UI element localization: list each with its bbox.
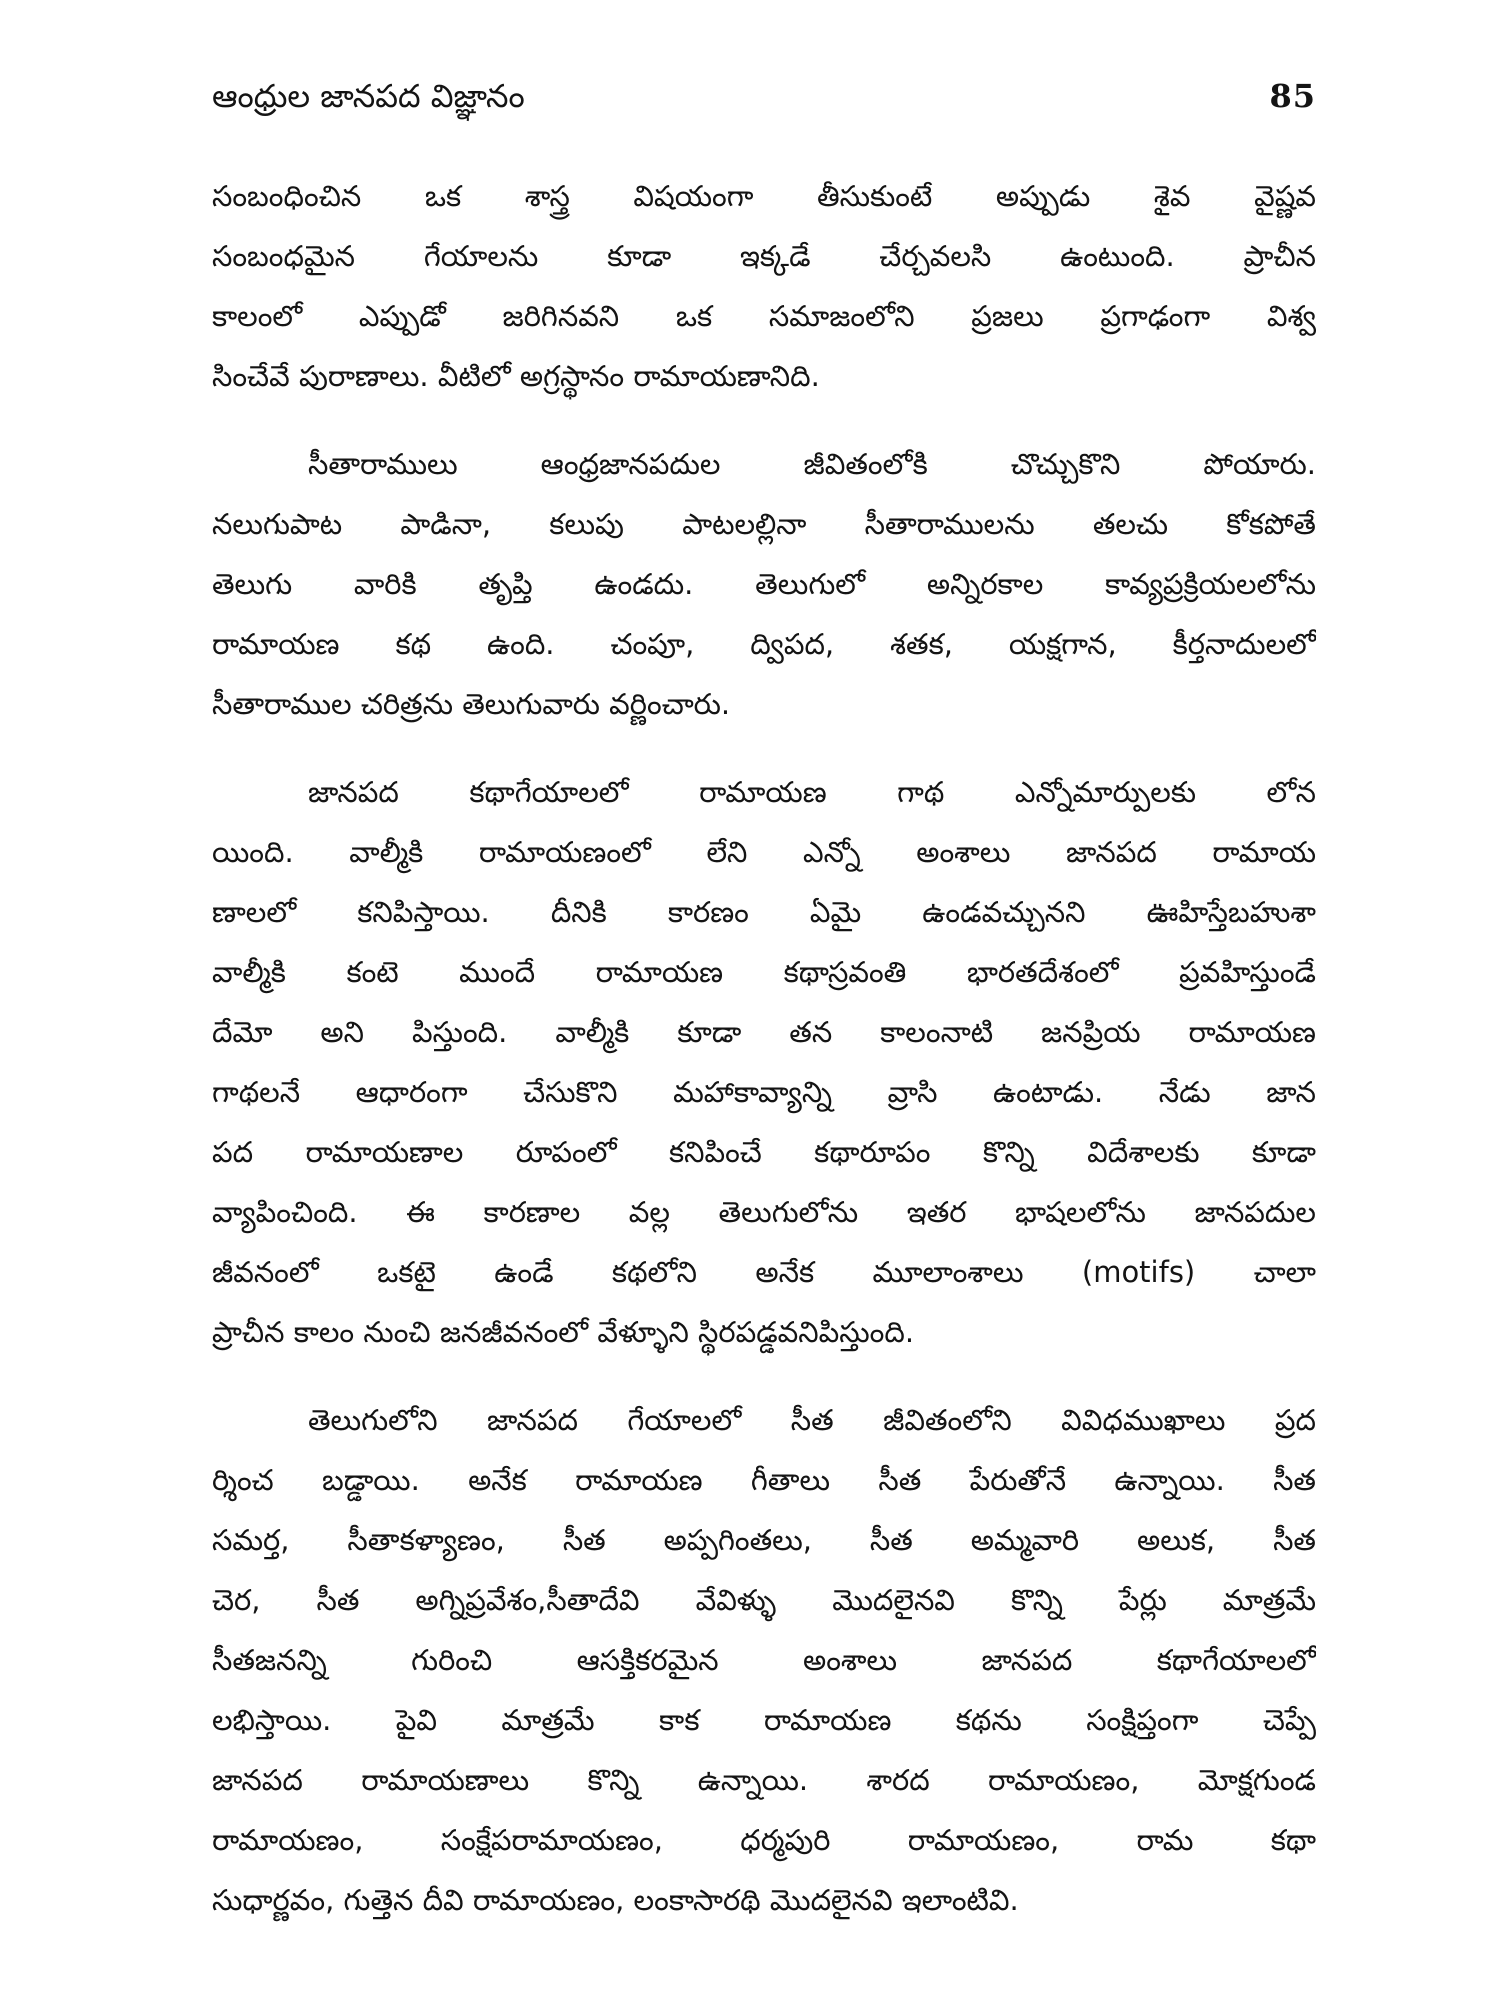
- text-line: ణాలలో కనిపిస్తాయి. దీనికి కారణం ఏమై ఉండవచ్చునని ఊహిస్తేబహుశా: [212, 895, 1316, 929]
- text-line: నలుగుపాట పాడినా, కలుపు పాటలల్లినా సీతారాములను తలచు కోకపోతే: [212, 507, 1316, 541]
- text-line: యింది. వాల్మీకి రామాయణంలో లేని ఎన్నో అంశాలు జానపద రామాయ: [212, 835, 1316, 869]
- text-line: పద రామాయణాల రూపంలో కనిపించే కథారూపం కొన్ని విదేశాలకు కూడా: [212, 1135, 1316, 1169]
- text-line: రామాయణ కథ ఉంది. చంపూ, ద్విపద, శతక, యక్షగాన, కీర్తనాదులలో: [212, 627, 1316, 661]
- text-line: దేమో అని పిస్తుంది. వాల్మీకి కూడా తన కాలంనాటి జనప్రియ రామాయణ: [212, 1015, 1316, 1049]
- text-line: రామాయణం, సంక్షేపరామాయణం, ధర్మపురి రామాయణం, రామ కథా: [212, 1823, 1316, 1857]
- text-line: ర్శించ బడ్డాయి. అనేక రామాయణ గీతాలు సీత పేరుతోనే ఉన్నాయి. సీత: [212, 1463, 1316, 1497]
- text-line: ప్రాచీన కాలం నుంచి జనజీవనంలో వేళ్ళూని స్థిరపడ్డవనిపిస్తుంది.: [212, 1315, 915, 1349]
- text-line: సుధార్ణవం, గుత్తెన దీవి రామాయణం, లంకాసారథి మొదలైనవి ఇలాంటివి.: [212, 1883, 1019, 1917]
- text-line: జానపద కథాగేయాలలో రామాయణ గాథ ఎన్నోమార్పులకు లోన: [308, 775, 1316, 809]
- text-line: తెలుగులోని జానపద గేయాలలో సీత జీవితంలోని వివిధముఖాలు ప్రద: [308, 1403, 1316, 1437]
- text-line: సీతారాములు ఆంధ్రజానపదుల జీవితంలోకి చొచ్చుకొని పోయారు.: [308, 447, 1316, 481]
- book-page: [212, 66, 1316, 1966]
- text-line: చెర, సీత అగ్నిప్రవేశం,సీతాదేవి వేవిళ్ళు మొదలైనవి కొన్ని పేర్లు మాత్రమే: [212, 1583, 1316, 1617]
- text-line: గాథలనే ఆధారంగా చేసుకొని మహాకావ్యాన్ని వ్రాసి ఉంటాడు. నేడు జాన: [212, 1075, 1316, 1109]
- paragraph-2: [212, 434, 1316, 734]
- text-line: వ్యాపించింది. ఈ కారణాల వల్ల తెలుగులోను ఇతర భాషలలోను జానపదుల: [212, 1195, 1316, 1229]
- text-line: సంబంధమైన గేయాలను కూడా ఇక్కడే చేర్చవలసి ఉంటుంది. ప్రాచీన: [212, 239, 1316, 273]
- text-line: లభిస్తాయి. పైవి మాత్రమే కాక రామాయణ కథను సంక్షిప్తంగా చెప్పే: [212, 1703, 1316, 1737]
- paragraph-4: [212, 1390, 1316, 1930]
- running-header: [212, 66, 1316, 126]
- page-body: [212, 166, 1316, 1958]
- text-line: జీవనంలో ఒకటై ఉండే కథలోని అనేక మూలాంశాలు (motifs) చాలా: [212, 1255, 1316, 1289]
- paragraph-1: [212, 166, 1316, 406]
- text-line: సమర్త, సీతాకళ్యాణం, సీత అప్పగింతలు, సీత అమ్మవారి అలుక, సీత: [212, 1523, 1316, 1557]
- text-line: తెలుగు వారికి తృప్తి ఉండదు. తెలుగులో అన్నిరకాల కావ్యప్రక్రియలలోను: [212, 567, 1316, 601]
- text-line: సంబంధించిన ఒక శాస్త్ర విషయంగా తీసుకుంటే అప్పుడు శైవ వైష్ణవ: [212, 179, 1316, 213]
- paragraph-3: [212, 762, 1316, 1362]
- text-line: కాలంలో ఎప్పుడో జరిగినవని ఒక సమాజంలోని ప్రజలు ప్రగాఢంగా విశ్వ: [212, 299, 1316, 333]
- page-number: 85: [1269, 77, 1316, 115]
- text-line: సీతారాముల చరిత్రను తెలుగువారు వర్ణించారు.: [212, 687, 731, 721]
- text-line: వాల్మీకి కంటె ముందే రామాయణ కథాస్రవంతి భారతదేశంలో ప్రవహిస్తుండే: [212, 955, 1316, 989]
- text-line: సించేవే పురాణాలు. వీటిలో అగ్రస్థానం రామాయణానిది.: [212, 359, 820, 393]
- page-title: ఆంధ్రుల జానపద విజ్ఞానం: [212, 77, 525, 115]
- text-line: సీతజనన్ని గురించి ఆసక్తికరమైన అంశాలు జానపద కథాగేయాలలో: [212, 1643, 1316, 1677]
- text-line: జానపద రామాయణాలు కొన్ని ఉన్నాయి. శారద రామాయణం, మోక్షగుండ: [212, 1763, 1316, 1797]
